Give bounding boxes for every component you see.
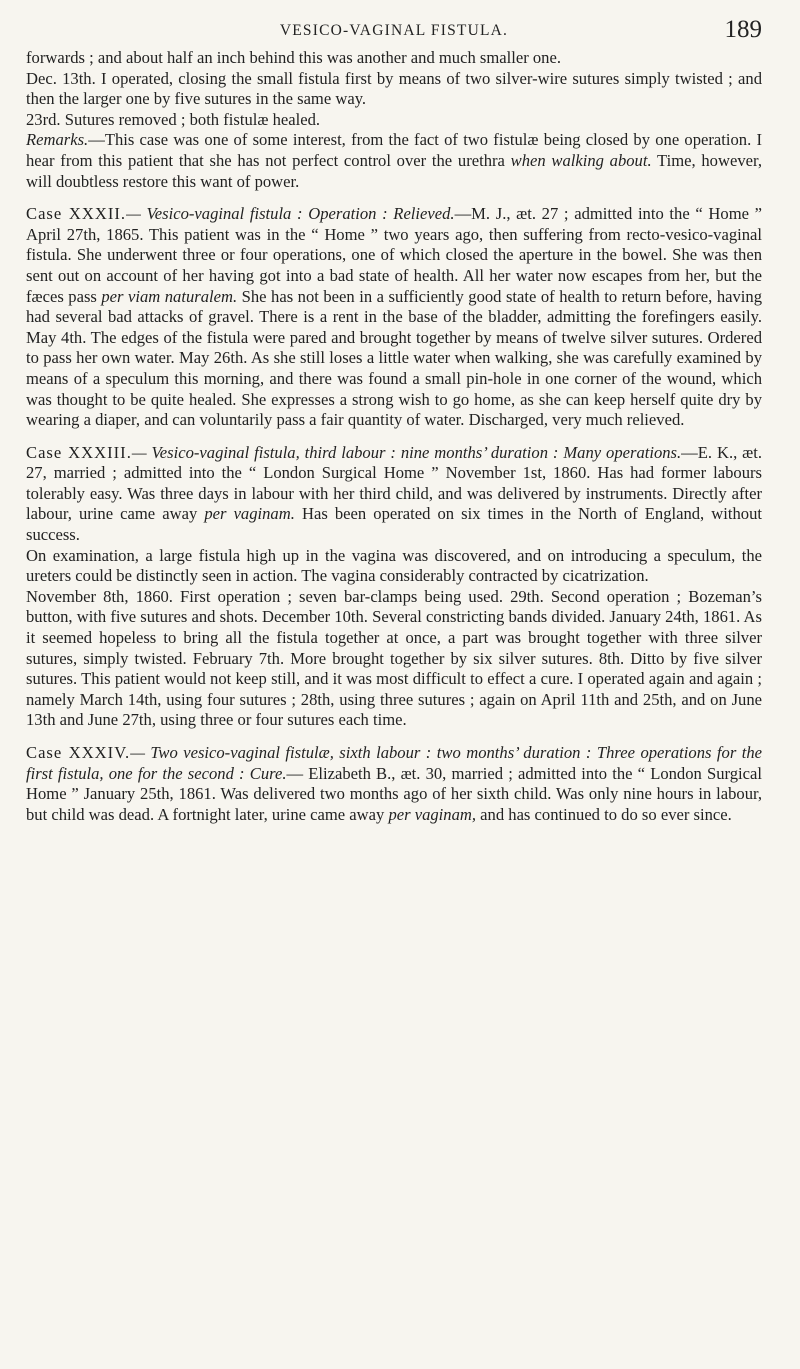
case-33-italic: per vaginam. [204,504,295,524]
case-34-italic: per vaginam, [388,804,477,824]
case-34-text-2: and has continued to do so ever since. [476,804,732,824]
paragraph-case-33 [26,443,762,546]
page-number: 189 [724,16,762,43]
case-33-label: Case XXXIII. [26,442,132,462]
running-head: VESICO-VAGINAL FISTULA. [279,22,509,39]
paragraph-case-34 [26,743,762,825]
case-34-text-1: — Elizabeth B., æt. 30, married ; admitted into the “ London Surgical Home ” January 25th, 1861. Was delivered two months ago of her sixth child. Was only nine hours in labour, but child was dead. A fortnight later, urine came away [26,763,762,824]
body-text [26,48,762,825]
remarks-text-2: Time, however, will doubtless restore this want of power. [26,150,762,191]
case-32-text-1: —M. J., æt. 27 ; admitted into the “ Home ” April 27th, 1865. This patient was in the “ Home ” two years ago, then suffering from recto-vesico-vaginal fistula. She underwent three or four operations, one of which closed the aperture in the bowel. She was then sent out on account of her having got into a bad state of health. All her water now escapes from her, but the fæces pass [26,204,762,306]
paragraph-dec-13: Dec. 13th. I operated, closing the small fistula first by means of two silver-wire sutures simply twisted ; and then the larger one by five sutures in the same way. [26,68,762,109]
remarks-text-1: —This case was one of some interest, from the fact of two fistulæ being closed by one operation. I hear from this patient that she has not perfect control over the urethra [26,130,762,170]
paragraph-case-33-operations: November 8th, 1860. First operation ; seven bar-clamps being used. 29th. Second operation ; Bozeman’s button, with five sutures and shots. December 10th. Several constricting bands divided. January 24th, 1861. As it seemed hopeless to bring all the fistula together at once, a part was brought together with three silver sutures, simply twisted. February 7th. More brought together by six silver sutures. 8th. Ditto by five silver sutures. This patient would not keep still, and it was most difficult to effect a cure. I operated again and again ; namely March 14th, using four sutures ; 28th, using three sutures ; again on April 11th and 25th, and on June 13th and June 27th, using three or four sutures each time. [26,586,762,730]
paragraph-23rd: 23rd. Sutures removed ; both fistulæ healed. [26,109,321,129]
case-33-title: — Vesico-vaginal fistula, third labour : nine months’ duration : Many operations. [131,442,682,462]
case-33-text-2: Has been operated on six times in the North of England, without success. [26,504,763,545]
case-34-label: Case XXXIV. [26,743,131,762]
paragraph-remarks [26,130,762,192]
remarks-label: Remarks. [26,130,89,150]
paragraph-case-33-examination: On examination, a large fistula high up in the vagina was discovered, and on introducing a speculum, the ureters could be distinctly seen in action. The vagina considerably contracted by cicatrization. [26,545,762,586]
paragraph-continuation: forwards ; and about half an inch behind this was another and much smaller one. [26,48,561,67]
case-32-title: — Vesico-vaginal fistula : Operation : Relieved. [126,204,455,224]
case-32-label: Case XXXII. [26,204,127,224]
paragraph-case-32 [26,204,762,431]
case-34-title: — Two vesico-vaginal fistulæ, sixth labour : two months’ duration : Three operations for the first fistula, one for the second : Cure. [26,743,763,783]
case-33-text-1: —E. K., æt. 27, married ; admitted into the “ London Surgical Home ” November 1st, 1860. Has had former labours tolerably easy. Was three days in labour with her third child, and was delivered by instruments. Directly after labour, urine came away [26,442,762,524]
case-32-text-2: She has not been in a sufficiently good state of health to return before, having had several bad attacks of gravel. There is a rent in the base of the bladder, admitting the forefingers easily. May 4th. The edges of the fistula were pared and brought together by means of twelve silver sutures. Ordered to pass her own water. May 26th. As she still loses a little water when walking, she was carefully examined by means of a speculum this morning, and there was found a small pin-hole in one corner of the wound, which was thought to be quite healed. She expresses a strong wish to go home, as she can keep herself quite dry by wearing a diaper, and can voluntarily pass a fair quantity of water. Discharged, very much relieved. [26,286,762,430]
remarks-italic: when walking about. [510,150,652,170]
case-32-italic: per viam naturalem. [101,286,238,306]
page-header [26,16,762,46]
